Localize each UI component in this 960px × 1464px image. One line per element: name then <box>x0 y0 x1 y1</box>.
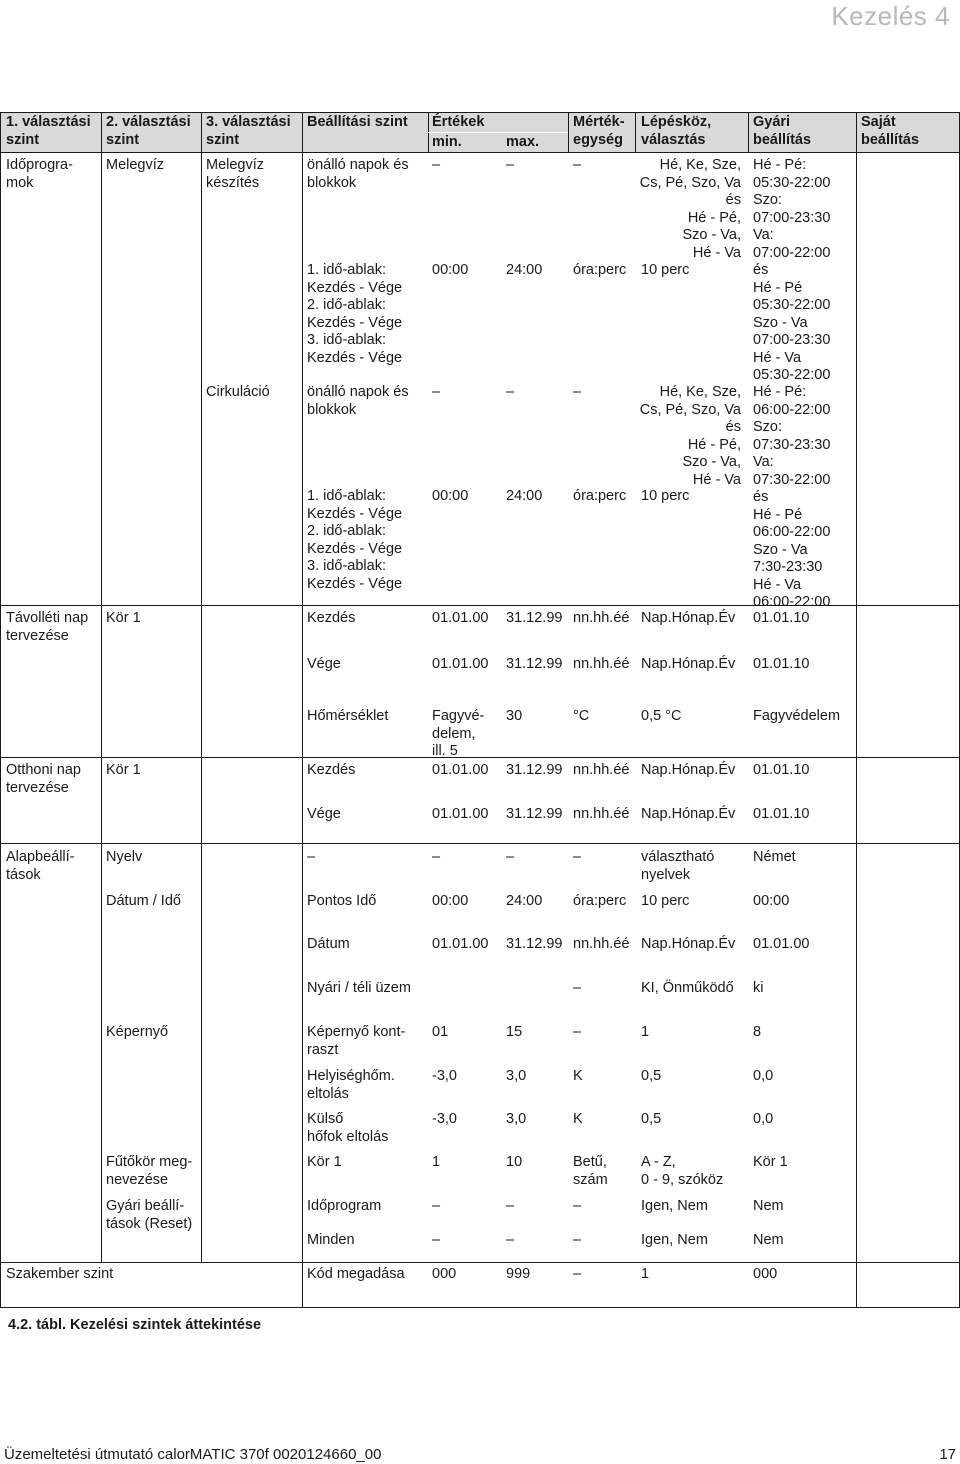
kontraszt-unit: – <box>573 1024 582 1040</box>
kulso-unit: K <box>573 1111 583 1127</box>
setting-blocks-b: önálló napok és blokkok <box>307 384 409 418</box>
level1-szakember: Szakember szint <box>6 1266 114 1282</box>
tavol-kezdes-step: Nap.Hónap.Év <box>641 610 736 626</box>
otthon-kezdes-max: 31.12.99 <box>506 762 563 778</box>
minden-step: Igen, Nem <box>641 1232 708 1248</box>
level2-tavol-kor1: Kör 1 <box>106 610 141 626</box>
nyelv-max: – <box>506 849 515 865</box>
helyiseg-min: -3,0 <box>432 1068 457 1084</box>
nyelv-min: – <box>432 849 441 865</box>
col-border-5 <box>568 112 569 153</box>
setting-windows-b: 1. idő-ablak: Kezdés - Vége 2. idő-ablak: Kezdés - Vége 3. idő-ablak: Kezdés - Vége <box>307 488 403 592</box>
setting-blocks-a: önálló napok és blokkok <box>307 157 409 191</box>
tavol-vege-factory: 01.01.10 <box>753 656 810 672</box>
section-rule-szak <box>0 1262 960 1263</box>
datum-step: Nap.Hónap.Év <box>641 936 736 952</box>
nyelv-factory: Német <box>753 849 796 865</box>
setting-windows-a: 1. idő-ablak: Kezdés - Vége 2. idő-ablak: Kezdés - Vége 3. idő-ablak: Kezdés - Vége <box>307 262 403 366</box>
header-values: Értékek <box>432 114 485 130</box>
otthon-kezdes-step: Nap.Hónap.Év <box>641 762 736 778</box>
step-windows-a: 10 perc <box>641 262 690 278</box>
level1-alap: Alapbeállí- tások <box>6 849 75 883</box>
col-border-2 <box>201 112 202 1263</box>
otthon-vege-factory: 01.01.10 <box>753 806 810 822</box>
helyiseg-step: 0,5 <box>641 1068 662 1084</box>
kulso-setting: Külső hőfok eltolás <box>307 1111 389 1145</box>
kulso-min: -3,0 <box>432 1111 457 1127</box>
level2-kepernyo: Képernyő <box>106 1024 169 1040</box>
factory-a: Hé - Pé: 05:30-22:00 Szo: 07:00-23:30 Va: 07:00-22:00 és Hé - Pé 05:30-22:00 Szo - Va 07:00-23:30 Hé - Va 05:30-22:00 <box>753 157 831 383</box>
futokor-setting: Kör 1 <box>307 1154 342 1170</box>
otthon-vege-unit: nn.hh.éé <box>573 806 630 822</box>
unit-windows-b: óra:perc <box>573 488 627 504</box>
datum-max: 31.12.99 <box>506 936 563 952</box>
minden-min: – <box>432 1232 441 1248</box>
max-windows-a: 24:00 <box>506 262 543 278</box>
otthon-vege-min: 01.01.00 <box>432 806 489 822</box>
step-blocks-a: Hé, Ke, Sze, Cs, Pé, Szo, Va és Hé - Pé, Szo - Va, Hé - Va <box>639 157 741 261</box>
table-caption: 4.2. tábl. Kezelési szintek áttekintése <box>8 1317 262 1333</box>
tavol-vege-step: Nap.Hónap.Év <box>641 656 736 672</box>
szak-unit: – <box>573 1266 582 1282</box>
tavol-vege-setting: Vége <box>307 656 341 672</box>
datum-min: 01.01.00 <box>432 936 489 952</box>
otthon-kezdes-factory: 01.01.10 <box>753 762 810 778</box>
kontraszt-factory: 8 <box>753 1024 762 1040</box>
footer-document-id: Üzemeltetési útmutató calorMATIC 370f 0020124660_00 <box>4 1446 382 1463</box>
idoprog-unit: – <box>573 1198 582 1214</box>
tavol-homerseklet-step: 0,5 °C <box>641 708 682 724</box>
max-blocks-a: – <box>506 157 515 173</box>
kulso-max: 3,0 <box>506 1111 527 1127</box>
header-own: Saját beállítás <box>861 114 920 148</box>
otthon-kezdes-setting: Kezdés <box>307 762 356 778</box>
tavol-homerseklet-setting: Hőmérséklet <box>307 708 389 724</box>
nyari-setting: Nyári / téli üzem <box>307 980 411 996</box>
header-step: Lépésköz, választás <box>641 114 712 148</box>
futokor-min: 1 <box>432 1154 441 1170</box>
kulso-step: 0,5 <box>641 1111 662 1127</box>
ido-factory: 00:00 <box>753 893 790 909</box>
section-rule-alap <box>0 843 960 844</box>
tavol-kezdes-max: 31.12.99 <box>506 610 563 626</box>
tavol-homerseklet-factory: Fagyvédelem <box>753 708 841 724</box>
tavol-kezdes-setting: Kezdés <box>307 610 356 626</box>
header-level3: 3. választási szint <box>206 114 291 148</box>
kontraszt-min: 01 <box>432 1024 449 1040</box>
header-setting: Beállítási szint <box>307 114 408 130</box>
futokor-unit: Betű, szám <box>573 1154 608 1188</box>
tavol-kezdes-min: 01.01.00 <box>432 610 489 626</box>
level2-nyelv: Nyelv <box>106 849 143 865</box>
futokor-step: A - Z, 0 - 9, szóköz <box>641 1154 724 1188</box>
nyelv-unit: – <box>573 849 582 865</box>
minden-max: – <box>506 1232 515 1248</box>
minden-unit: – <box>573 1232 582 1248</box>
level2-gyari: Gyári beállí- tások (Reset) <box>106 1198 193 1232</box>
unit-blocks-b: – <box>573 384 582 400</box>
table-header-rule <box>0 152 960 153</box>
level2-futokor: Fűtőkör meg- nevezése <box>106 1154 193 1188</box>
tavol-homerseklet-max: 30 <box>506 708 523 724</box>
futokor-factory: Kör 1 <box>753 1154 788 1170</box>
page-number: 17 <box>939 1446 956 1463</box>
col-border-0 <box>0 112 1 1308</box>
min-blocks-a: – <box>432 157 441 173</box>
factory-b: Hé - Pé: 06:00-22:00 Szo: 07:30-23:30 Va: 07:30-22:00 és Hé - Pé 06:00-22:00 Szo - Va 7:30-23:30 Hé - Va 06:00-22:00 <box>753 384 831 610</box>
idoprog-max: – <box>506 1198 515 1214</box>
otthon-kezdes-unit: nn.hh.éé <box>573 762 630 778</box>
idoprog-step: Igen, Nem <box>641 1198 708 1214</box>
page-title: Kezelés 4 <box>831 1 950 31</box>
otthon-vege-setting: Vége <box>307 806 341 822</box>
header-min: min. <box>432 134 462 150</box>
nyelv-setting: – <box>307 849 316 865</box>
header-level2: 2. választási szint <box>106 114 191 148</box>
unit-windows-a: óra:perc <box>573 262 627 278</box>
ido-min: 00:00 <box>432 893 469 909</box>
level1-tavol: Távolléti nap tervezése <box>6 610 89 644</box>
level1-otthon: Otthoni nap tervezése <box>6 762 81 796</box>
idoprog-factory: Nem <box>753 1198 784 1214</box>
col-border-6 <box>635 112 636 153</box>
ido-setting: Pontos Idő <box>307 893 377 909</box>
nyari-step: KI, Önműködő <box>641 980 734 996</box>
otthon-vege-step: Nap.Hónap.Év <box>641 806 736 822</box>
szak-factory: 000 <box>753 1266 778 1282</box>
szak-step: 1 <box>641 1266 650 1282</box>
max-windows-b: 24:00 <box>506 488 543 504</box>
header-unit: Mérték- egység <box>573 114 625 148</box>
kulso-factory: 0,0 <box>753 1111 774 1127</box>
helyiseg-max: 3,0 <box>506 1068 527 1084</box>
ido-step: 10 perc <box>641 893 690 909</box>
tavol-homerseklet-unit: °C <box>573 708 590 724</box>
step-blocks-b: Hé, Ke, Sze, Cs, Pé, Szo, Va és Hé - Pé, Szo - Va, Hé - Va <box>639 384 741 488</box>
nyari-unit: – <box>573 980 582 996</box>
col-border-7 <box>748 112 749 153</box>
step-windows-b: 10 perc <box>641 488 690 504</box>
datum-unit: nn.hh.éé <box>573 936 630 952</box>
header-factory: Gyári beállítás <box>753 114 812 148</box>
tavol-vege-unit: nn.hh.éé <box>573 656 630 672</box>
kontraszt-max: 15 <box>506 1024 523 1040</box>
table-bottom-rule <box>0 1307 960 1308</box>
tavol-kezdes-factory: 01.01.10 <box>753 610 810 626</box>
min-windows-a: 00:00 <box>432 262 469 278</box>
helyiseg-unit: K <box>573 1068 583 1084</box>
otthon-kezdes-min: 01.01.00 <box>432 762 489 778</box>
futokor-max: 10 <box>506 1154 523 1170</box>
tavol-homerseklet-min: Fagyvé- delem, ill. 5 <box>432 708 485 759</box>
datum-setting: Dátum <box>307 936 350 952</box>
table-top-rule <box>0 112 960 113</box>
szak-max: 999 <box>506 1266 531 1282</box>
szak-setting: Kód megadása <box>307 1266 405 1282</box>
tavol-vege-max: 31.12.99 <box>506 656 563 672</box>
idoprog-setting: Időprogram <box>307 1198 382 1214</box>
kontraszt-step: 1 <box>641 1024 650 1040</box>
ido-unit: óra:perc <box>573 893 627 909</box>
minden-setting: Minden <box>307 1232 355 1248</box>
values-subrule <box>428 132 568 133</box>
min-blocks-b: – <box>432 384 441 400</box>
header-level1: 1. választási szint <box>6 114 91 148</box>
minden-factory: Nem <box>753 1232 784 1248</box>
kontraszt-setting: Képernyő kont- raszt <box>307 1024 406 1058</box>
max-blocks-b: – <box>506 384 515 400</box>
level2-otthon-kor1: Kör 1 <box>106 762 141 778</box>
tavol-vege-min: 01.01.00 <box>432 656 489 672</box>
header-max: max. <box>506 134 540 150</box>
helyiseg-setting: Helyiséghőm. eltolás <box>307 1068 395 1102</box>
szak-min: 000 <box>432 1266 457 1282</box>
nyelv-step: választható nyelvek <box>641 849 715 883</box>
idoprog-min: – <box>432 1198 441 1214</box>
min-windows-b: 00:00 <box>432 488 469 504</box>
tavol-kezdes-unit: nn.hh.éé <box>573 610 630 626</box>
unit-blocks-a: – <box>573 157 582 173</box>
level3-melegviz-keszites: Melegvíz készítés <box>206 157 265 191</box>
datum-factory: 01.01.00 <box>753 936 810 952</box>
level1-idoprog: Időprogra- mok <box>6 157 73 191</box>
helyiseg-factory: 0,0 <box>753 1068 774 1084</box>
col-border-8 <box>856 112 857 1308</box>
ido-max: 24:00 <box>506 893 543 909</box>
level3-cirkulacio: Cirkuláció <box>206 384 270 400</box>
col-border-1 <box>101 112 102 1263</box>
nyari-factory: ki <box>753 980 764 996</box>
otthon-vege-max: 31.12.99 <box>506 806 563 822</box>
level2-datum-ido: Dátum / Idő <box>106 893 181 909</box>
level2-melegviz: Melegvíz <box>106 157 165 173</box>
col-border-3 <box>302 112 303 1308</box>
